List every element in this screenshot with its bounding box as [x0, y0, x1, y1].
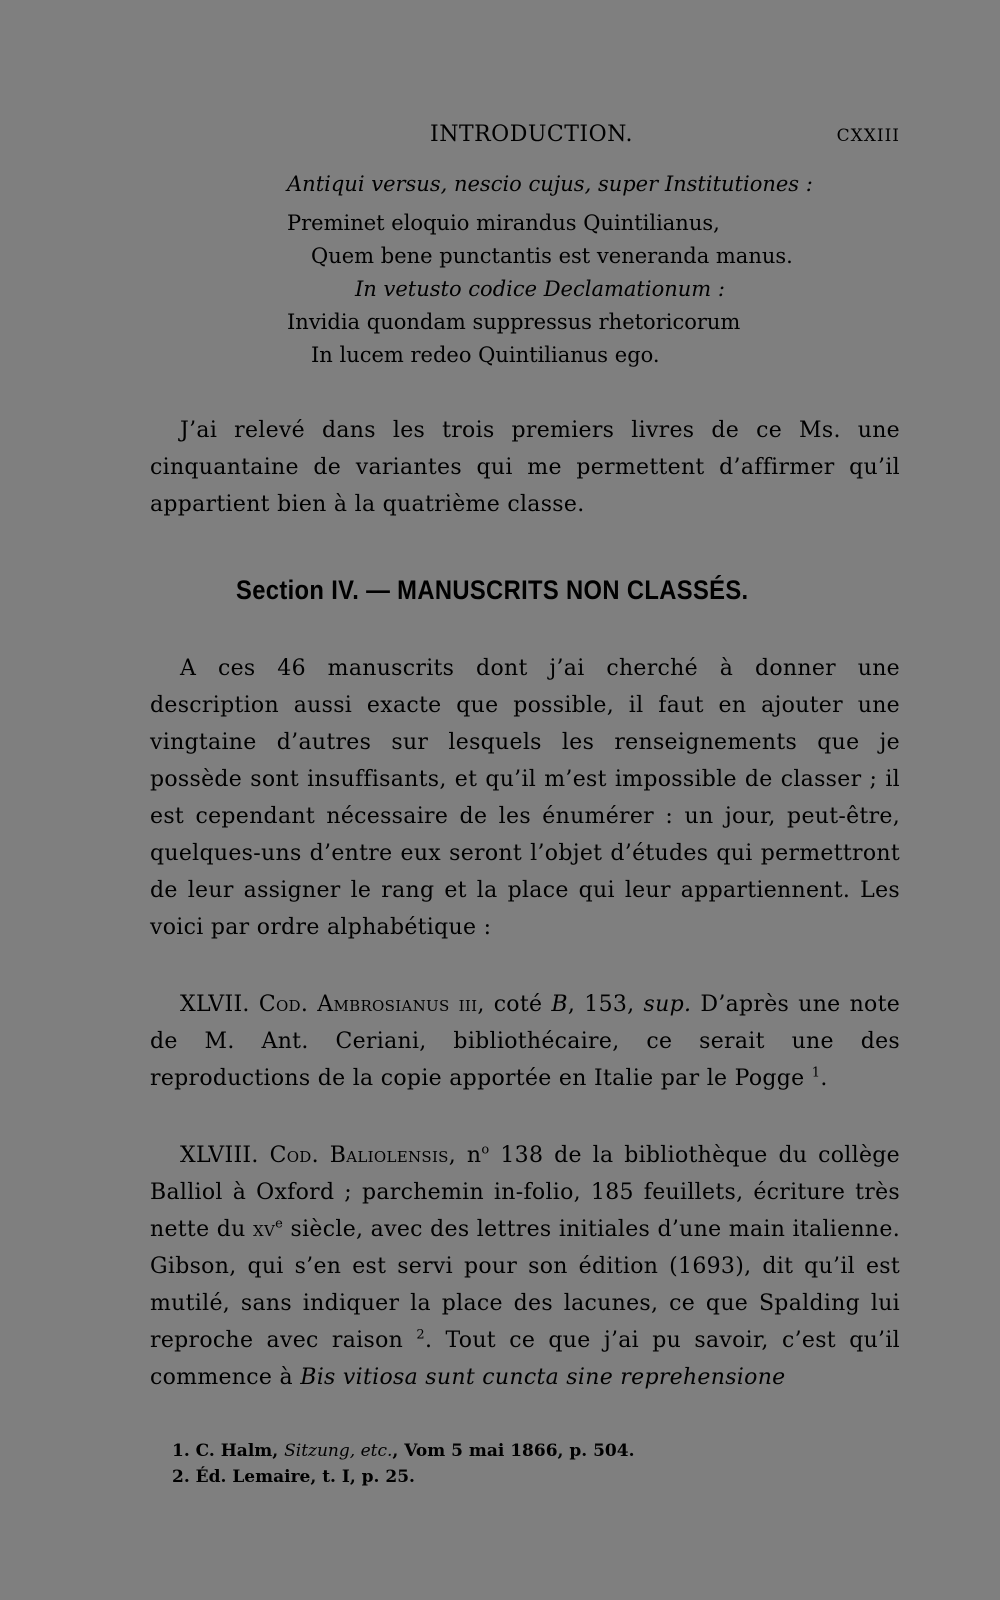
entry-text: . Tout ce que j’ai pu savoir, c’est qu’il commence à — [150, 1328, 901, 1390]
manuscript-roman: iii — [458, 992, 478, 1017]
entry-text: siècle, avec des lettres initiales d’une main italienne. Gibson, qui s’en est servi pour son édition (1693), dit qu’il est mutilé, sans indiquer la place des lacunes, ce que Spalding lui reproche avec raison — [150, 1217, 900, 1353]
entry-end: . — [820, 1066, 828, 1091]
footnote-1 — [172, 1438, 900, 1464]
century: xv — [253, 1217, 276, 1242]
footnote-text: Éd. Lemaire, t. I, p. 25. — [195, 1467, 415, 1487]
entry-number: XLVII. — [180, 992, 250, 1017]
page-number: CXXIII — [836, 126, 900, 146]
footnote-text: C. Halm, — [195, 1441, 279, 1461]
page — [150, 118, 900, 1490]
epigraph-heading: Antiqui versus, nescio cujus, super Institutiones : — [287, 172, 813, 196]
intro-paragraph: J’ai relevé dans les trois premiers livres de ce Ms. une cinquantaine de variantes qui me permettent d’affirmer qu’il appartient bien à la quatrième classe. — [150, 418, 900, 517]
footnote-number: 2. — [172, 1467, 190, 1487]
manuscript-name: Ambrosianus — [317, 992, 450, 1017]
cod-label: Cod. — [269, 1143, 319, 1168]
manuscript-name: Baliolensis — [329, 1143, 449, 1168]
epigraph — [287, 168, 900, 372]
cote-label: , coté — [477, 992, 543, 1017]
running-title: INTRODUCTION. — [430, 122, 633, 147]
shelf-number: , 153, — [567, 992, 635, 1017]
entry-text: , n — [448, 1143, 482, 1168]
century-sup: e — [275, 1216, 284, 1232]
incipit: Bis vitiosa sunt cuncta sine reprehensione — [300, 1365, 786, 1390]
numero-sup: o — [481, 1142, 490, 1158]
entry-text: 138 de la bibliothèque du collège Balliol à Oxford ; parchemin in-folio, 185 feuillets, écriture très nette du — [150, 1143, 901, 1242]
verse-line: Preminet eloquio mirandus Quintilianus, — [287, 211, 720, 235]
footnotes — [172, 1438, 900, 1490]
verse-line: Quem bene punctantis est veneranda manus. — [311, 244, 793, 268]
running-head — [150, 118, 900, 158]
footnote-text: , Vom 5 mai 1866, p. 504. — [392, 1441, 635, 1461]
entry-xlviii — [150, 1137, 900, 1396]
epigraph-heading: In vetusto codice Declamationum : — [355, 277, 725, 301]
verse-line: Invidia quondam suppressus rhetoricorum — [287, 310, 741, 334]
entry-number: XLVIII. — [180, 1143, 259, 1168]
footnote-italic: Sitzung, etc. — [284, 1441, 393, 1461]
entry-xlvii — [150, 986, 900, 1097]
footnote-ref: 1 — [811, 1065, 821, 1081]
section-heading: Section IV. — MANUSCRITS NON CLASSÉS. — [236, 575, 749, 605]
footnote-2 — [172, 1464, 900, 1490]
footnote-number: 1. — [172, 1441, 190, 1461]
verse-line: In lucem redeo Quintilianus ego. — [311, 343, 660, 367]
shelf-sup: sup. — [643, 992, 692, 1017]
footnote-ref: 2 — [416, 1327, 425, 1343]
entry-text: D’après une note de M. Ant. Ceriani, bibliothécaire, ce serait une des reproductions de la copie apportée en Italie par le Pogge — [150, 992, 901, 1091]
cod-label: Cod. — [258, 992, 309, 1017]
section-paragraph: A ces 46 manuscrits dont j’ai cherché à donner une description aussi exacte que possible, il faut en ajouter une vingtaine d’autres sur lesquels les renseignements que je possède sont insuffisants, et qu’il m’est impossible de classer ; il est cependant nécessaire de les énumérer : un jour, peut-être, quelques-uns d’entre eux seront l’objet d’études qui permettront de leur assigner le rang et la place qui leur appartiennent. Les voici par ordre alphabétique : — [150, 656, 900, 940]
shelf-letter: B — [551, 992, 568, 1017]
